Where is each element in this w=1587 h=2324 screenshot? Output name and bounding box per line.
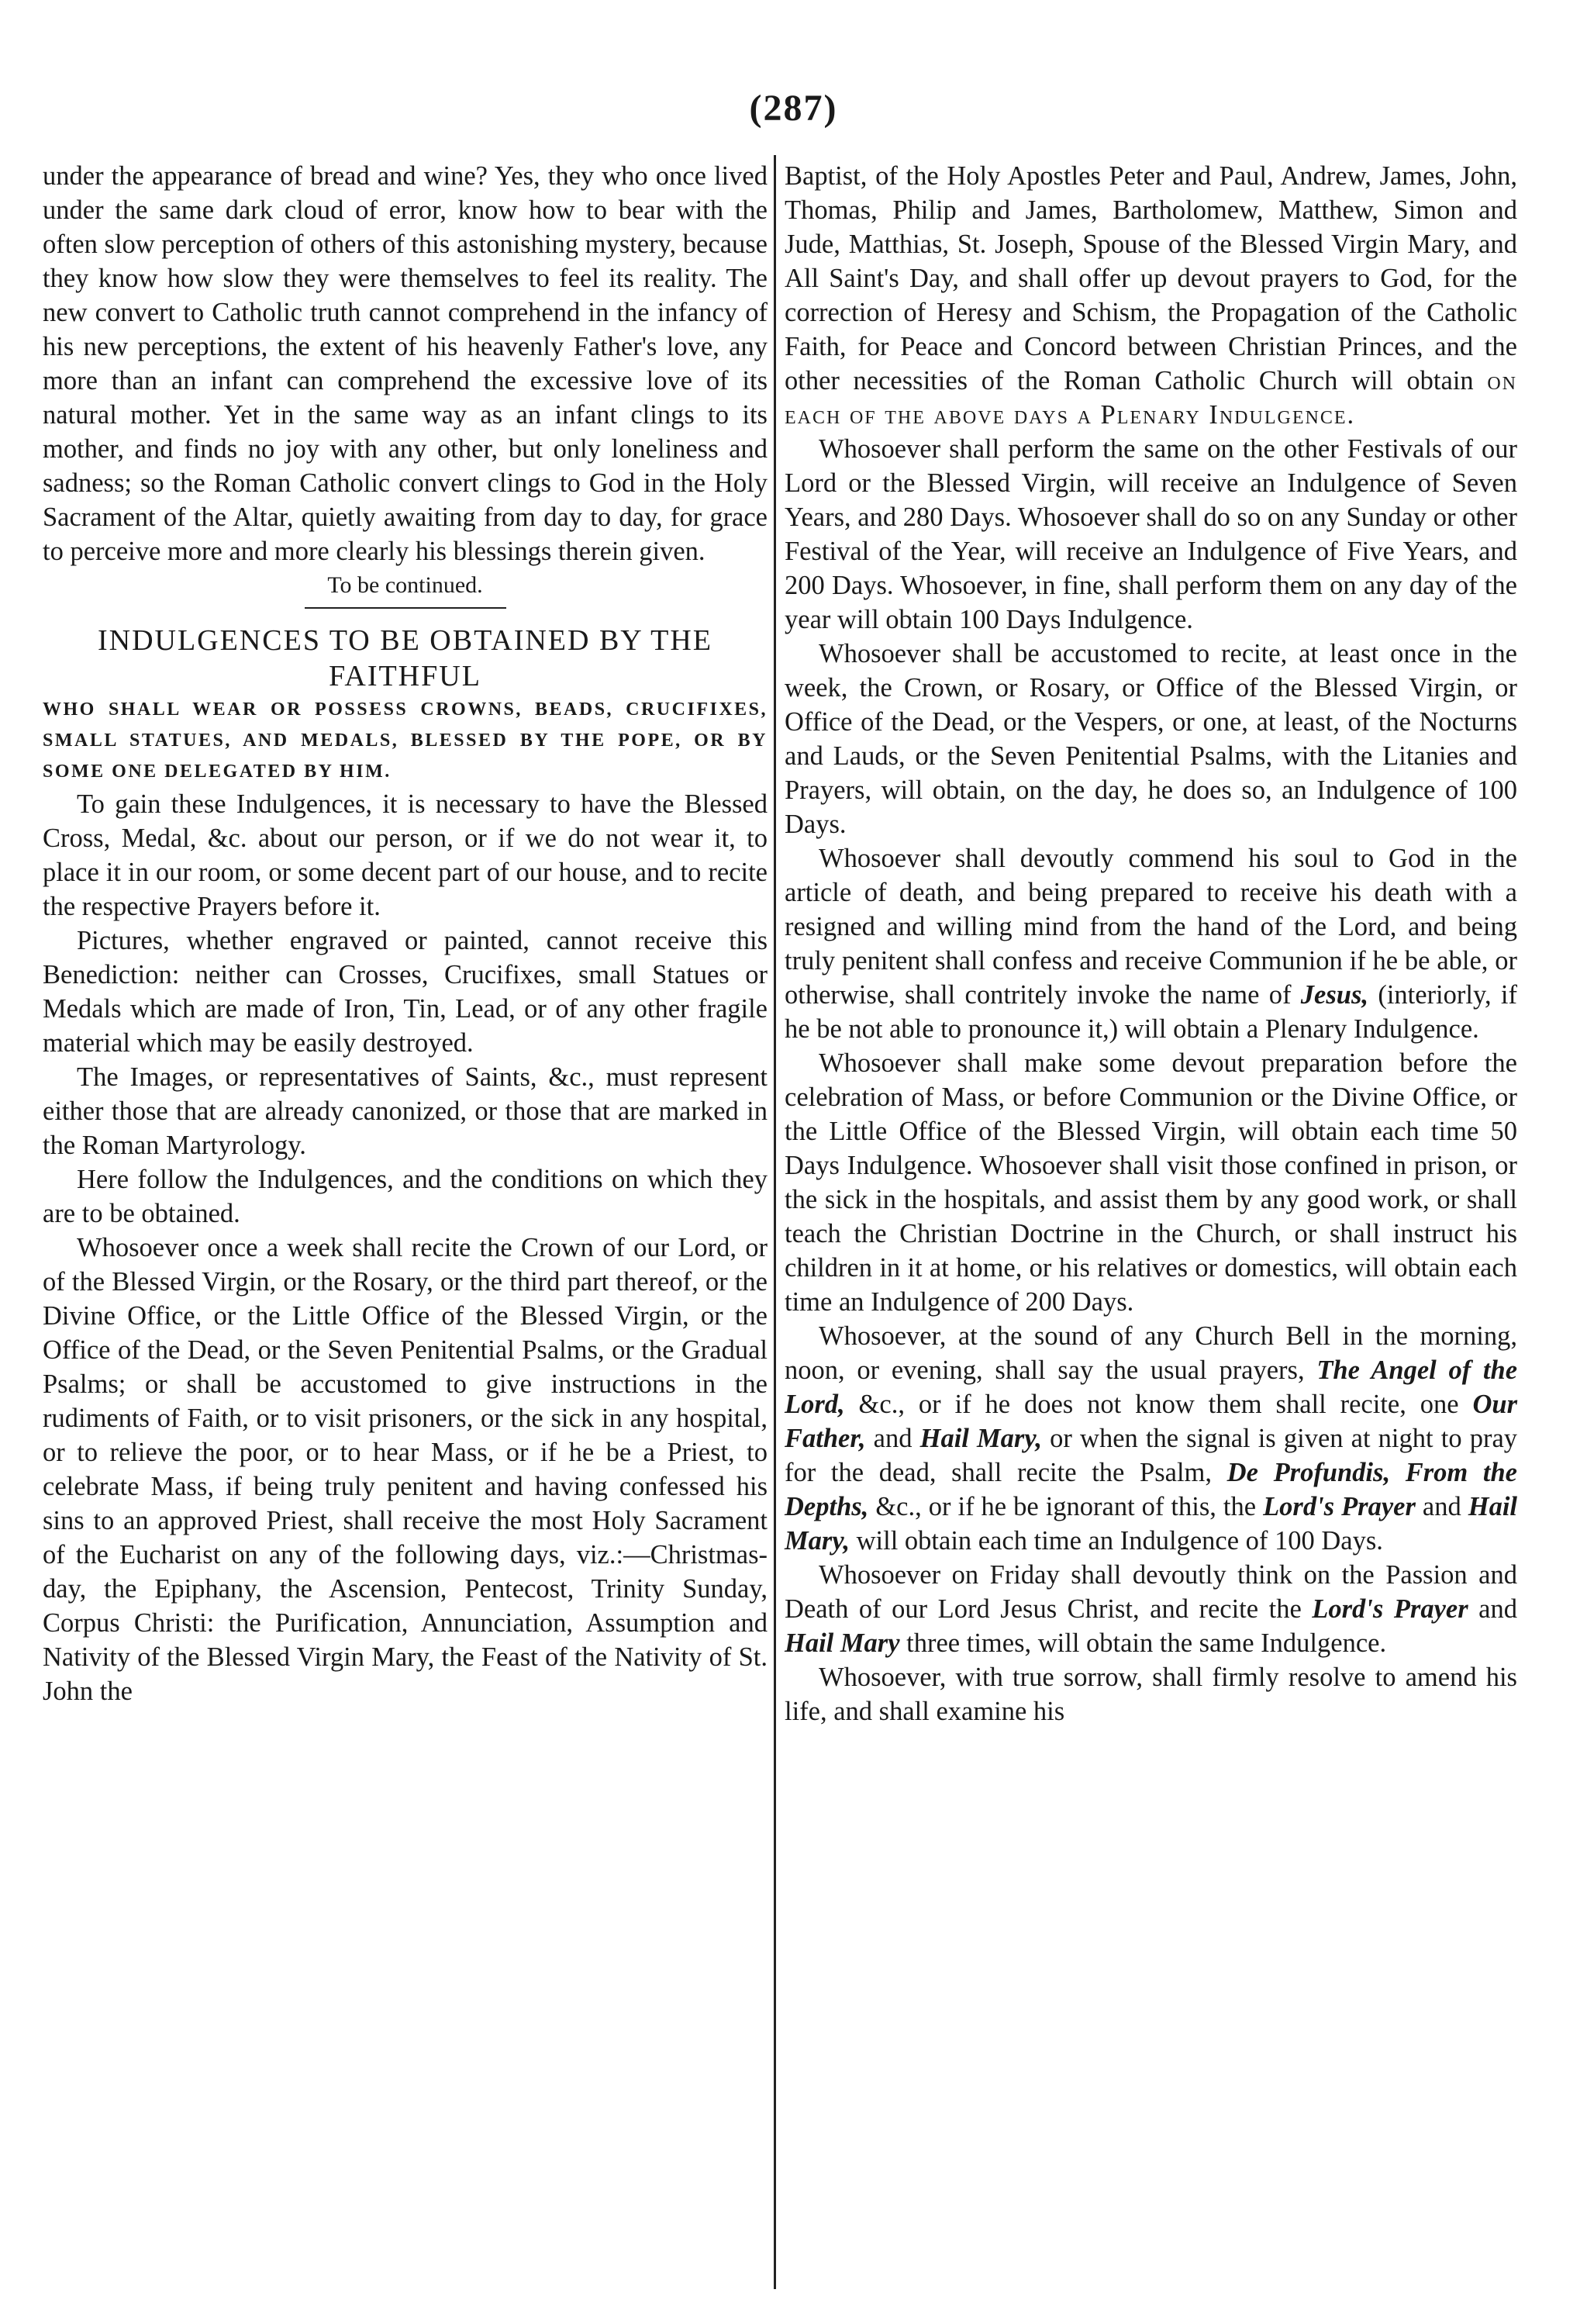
right-column [785, 159, 1517, 2293]
paragraph: Whosoever shall be accustomed to recite, at least once in the week, the Crown, or Rosary, or Office of the Blessed Virgin, or Office of the Dead, or the Vespers, or one, at least, of the Nocturns and Lauds, or the Seven Penitential Psalms, with the Litanies and Prayers, will obtain, on the day, he does so, an Indulgence of 100 Days. [785, 639, 1517, 839]
paragraph: The Images, or representatives of Saints, &c., must represent either those that are already canonized, or those that are marked in the Roman Martyrology. [43, 1062, 768, 1160]
paragraph-text: and [1422, 1492, 1461, 1521]
to-be-continued: To be continued. [327, 572, 483, 598]
paragraph-text: (interiorly, if he be not able to pronounce it,) will obtain a Plenary Indulgence. [785, 980, 1517, 1044]
plenary-indulgence-text: on each of the above days a Plenary Indulgence. [785, 366, 1518, 430]
paragraph-text: will obtain each time an Indulgence of 100 Days. [856, 1526, 1383, 1556]
italic-term: Lord's Prayer [1312, 1594, 1468, 1624]
section-heading: INDULGENCES TO BE OBTAINED BY THE FAITHFUL [97, 624, 713, 692]
page-number: (287) [749, 88, 838, 129]
italic-term: Jesus, [1300, 980, 1369, 1010]
italic-term: Hail Mary, [785, 1492, 1518, 1556]
paragraph-text: Baptist, of the Holy Apostles Peter and Paul, Andrew, James, John, Thomas, Philip and James, Bartholomew, Matthew, Simon and Jude, Matthias, St. Joseph, Spouse of the Blessed Virgin Mary, and All Saint's Day, and shall offer up devout prayers to God, for the correction of Heresy and Schism, the Propagation of the Catholic Faith, for Peace and Concord between Christian Princes, and the other necessities of the Roman Catholic Church will obtain [785, 161, 1517, 395]
paragraph-text: or when the signal is given at night to pray for the dead, shall recite the Psalm, [785, 1424, 1518, 1487]
italic-term: De Profundis, From the Depths, [785, 1458, 1517, 1521]
paragraph: under the appearance of bread and wine? Yes, they who once lived under the same dark cloud of error, know how to bear with the often slow perception of others of this astonishing mystery, because they know how slow they were themselves to feel its reality. The new convert to Catholic truth cannot comprehend in the infancy of his new perceptions, the extent of his heavenly Father's love, any more than an infant can comprehend the excessive love of its natural mother. Yet in the same way as an infant clings to its mother, and finds no joy with any other, but only loneliness and sadness; so the Roman Catholic convert clings to God in the Holy Sacrament of the Altar, quietly awaiting from day to day, for grace to perceive more and more clearly his blessings therein given. [43, 161, 768, 566]
section-divider [305, 607, 506, 609]
paragraph-text: Whosoever on Friday shall devoutly think on the Passion and Death of our Lord Jesus Christ, and recite the [785, 1560, 1517, 1624]
paragraph-text: &c., or if he does not know them shall recite, one [858, 1390, 1459, 1419]
column-divider [774, 155, 776, 2289]
italic-term: Our Father, [785, 1390, 1518, 1453]
paragraph: Pictures, whether engraved or painted, cannot receive this Benediction: neither can Crosses, Crucifixes, small Statues or Medals which are made of Iron, Tin, Lead, or of any other fragile material which may be easily destroyed. [43, 926, 768, 1058]
paragraph [785, 1558, 1517, 1660]
paragraph [785, 841, 1517, 1046]
paragraph: Here follow the Indulgences, and the conditions on which they are to be obtained. [43, 1165, 768, 1228]
paragraph: To gain these Indulgences, it is necessary to have the Blessed Cross, Medal, &c. about our person, or if we do not wear it, to place it in our room, or some decent part of our house, and to recite the respective Prayers before it. [43, 789, 768, 921]
italic-term: Hail Mary, [919, 1424, 1043, 1453]
paragraph-text: and [873, 1424, 913, 1453]
paragraph-text: three times, will obtain the same Indulgence. [906, 1628, 1387, 1658]
left-column [43, 159, 768, 2293]
paragraph: Whosoever shall perform the same on the other Festivals of our Lord or the Blessed Virgin, will receive an Indulgence of Seven Years, and 280 Days. Whosoever shall do so on any Sunday or other Festival of the Year, will receive an Indulgence of Five Years, and 200 Days. Whosoever, in fine, shall perform them on any day of the year will obtain 100 Days Indulgence. [785, 434, 1517, 634]
paragraph [785, 1319, 1517, 1558]
paragraph-text: &c., or if he be ignorant of this, the [875, 1492, 1257, 1521]
section-subheading: WHO SHALL WEAR OR POSSESS CROWNS, BEADS, CRUCIFIXES, SMALL STATUES, AND MEDALS, BLESSED BY THE POPE, OR BY SOME ONE DELEGATED BY HIM. [43, 699, 768, 782]
paragraph: Whosoever shall make some devout preparation before the celebration of Mass, or before Communion or the Divine Office, or the Little Office of the Blessed Virgin, will obtain each time 50 Days Indulgence. Whosoever shall visit those confined in prison, or the sick in the hospitals, and assist them by any good work, or shall teach the Christian Doctrine in the Church, or shall instruct his children in it at home, or his relatives or domestics, will obtain each time an Indulgence of 200 Days. [785, 1048, 1517, 1317]
italic-term: Lord's Prayer [1263, 1492, 1416, 1521]
paragraph-text: Whosoever shall devoutly commend his soul to God in the article of death, and being prepared to receive his death with a resigned and willing mind from the hand of the Lord, and being truly penitent shall confess and receive Communion if he be able, or otherwise, shall contritely invoke the name of [785, 844, 1517, 1010]
paragraph-text: and [1478, 1594, 1517, 1624]
paragraph-text: Whosoever, at the sound of any Church Bell in the morning, noon, or evening, shall say the usual prayers, [785, 1321, 1517, 1385]
italic-term: The Angel of the Lord, [785, 1355, 1518, 1419]
paragraph: Whosoever once a week shall recite the Crown of our Lord, or of the Blessed Virgin, or the Rosary, or the third part thereof, or the Divine Office, or the Little Office of the Blessed Virgin, or the Office of the Dead, or the Seven Penitential Psalms, or the Gradual Psalms; or shall be accustomed to give instructions in the rudiments of Faith, or to visit prisoners, or the sick in any hospital, or to relieve the poor, or to hear Mass, or if he be a Priest, to celebrate Mass, if being truly penitent and having confessed his sins to an approved Priest, shall receive the most Holy Sacrament of the Eucharist on any of the following days, viz.:—Christmas-day, the Epiphany, the Ascension, Pentecost, Trinity Sunday, Corpus Christi: the Purification, Annunciation, Assumption and Nativity of the Blessed Virgin Mary, the Feast of the Nativity of St. John the [43, 1233, 768, 1706]
paragraph [785, 159, 1517, 432]
paragraph: Whosoever, with true sorrow, shall firmly resolve to amend his life, and shall examine his [785, 1663, 1517, 1726]
italic-term: Hail Mary [785, 1628, 900, 1658]
